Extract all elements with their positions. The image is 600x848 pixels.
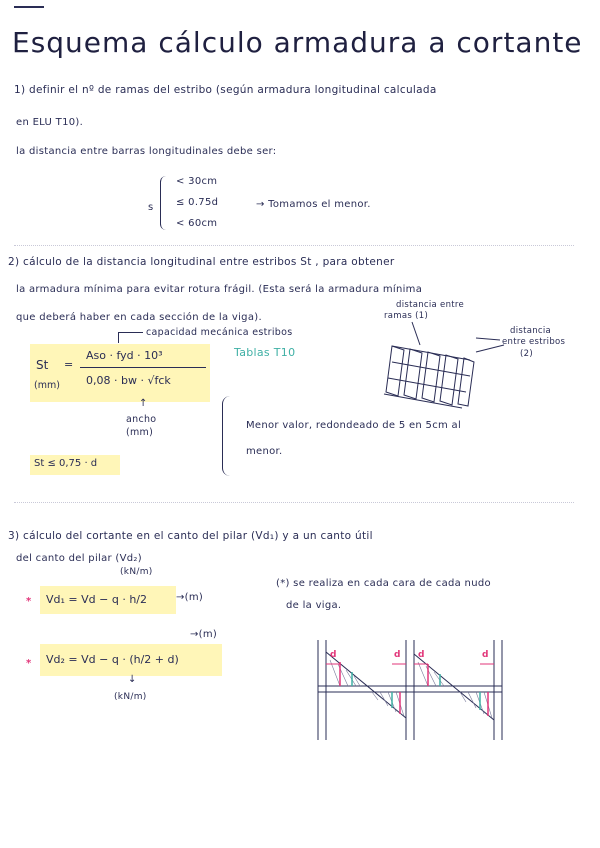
condition-c: < 60cm (176, 218, 218, 229)
divider-2 (14, 502, 574, 503)
vd2-unit-bottom: (kN/m) (114, 692, 147, 702)
ancho-arrow: ↑ (139, 398, 148, 409)
ancho-unit: (mm) (126, 427, 154, 438)
top-scribble (14, 6, 44, 8)
vd1-formula: Vd₁ = Vd − q · h/2 (46, 593, 147, 606)
section1-line2: en ELU T10). (16, 117, 84, 128)
d-label-1: d (330, 650, 337, 660)
condition-a: < 30cm (176, 176, 218, 187)
diagram-label-1: distancia entre (396, 300, 465, 310)
section2-line1: 2) cálculo de la distancia longitudinal entre estribos St , para obtener (8, 256, 395, 268)
condition-b: ≤ 0.75d (176, 197, 219, 208)
st-limit: St ≤ 0,75 · d (34, 458, 98, 469)
condition-brace (160, 176, 169, 230)
st-unit: (mm) (34, 380, 60, 391)
section3-line2: del canto del pilar (Vd₂) (16, 553, 142, 564)
section2-line2: la armadura mínima para evitar rotura frágil. (Esta será la armadura mínima (16, 284, 423, 295)
vd2-unit-top: →(m) (190, 629, 218, 640)
side-note-2: de la viga. (286, 600, 342, 611)
section1-line1: 1) definir el nº de ramas del estribo (según armadura longitudinal calculada (14, 84, 437, 96)
cap-bracket (118, 332, 143, 343)
cap-label: capacidad mecánica estribos (146, 327, 293, 338)
st-denominator: 0,08 · bw · √fck (86, 374, 171, 387)
ancho-label: ancho (126, 414, 157, 425)
diagram-label-2b: entre estribos (502, 337, 566, 347)
section1-line3: la distancia entre barras longitudinales debe ser: (16, 146, 277, 157)
diagram-label-2c: (2) (520, 349, 533, 359)
vd1-bullet: * (26, 596, 32, 607)
condition-variable: s (148, 202, 154, 213)
tablas-label: Tablas T10 (234, 346, 296, 359)
st-equals: = (64, 358, 74, 371)
st-fraction-line (80, 367, 206, 368)
d-label-4: d (482, 650, 489, 660)
vd2-bullet: * (26, 658, 32, 669)
vd1-unit-right: →(m) (176, 592, 204, 603)
d-label-3: d (418, 650, 425, 660)
section3-line1: 3) cálculo del cortante en el canto del pilar (Vd₁) y a un canto útil (8, 530, 373, 542)
vd2-formula: Vd₂ = Vd − q · (h/2 + d) (46, 653, 179, 666)
min-brace (222, 396, 231, 476)
vd2-arrow: ↓ (128, 674, 137, 685)
st-numerator: Aso · fyd · 10³ (86, 349, 163, 362)
condition-note: → Tomamos el menor. (256, 199, 371, 210)
page-title: Esquema cálculo armadura a cortante (12, 26, 583, 59)
min-note-2: menor. (246, 446, 283, 457)
diagram-label-1b: ramas (1) (384, 311, 429, 321)
diagram-label-2: distancia (510, 326, 552, 336)
divider-1 (14, 245, 574, 246)
st-label: St (36, 358, 49, 372)
d-label-2: d (394, 650, 401, 660)
side-note-1: (*) se realiza en cada cara de cada nudo (276, 578, 491, 589)
min-note-1: Menor valor, redondeado de 5 en 5cm al (246, 420, 462, 431)
section2-line3: que deberá haber en cada sección de la viga). (16, 312, 262, 323)
vd1-unit-top: (kN/m) (120, 567, 153, 577)
